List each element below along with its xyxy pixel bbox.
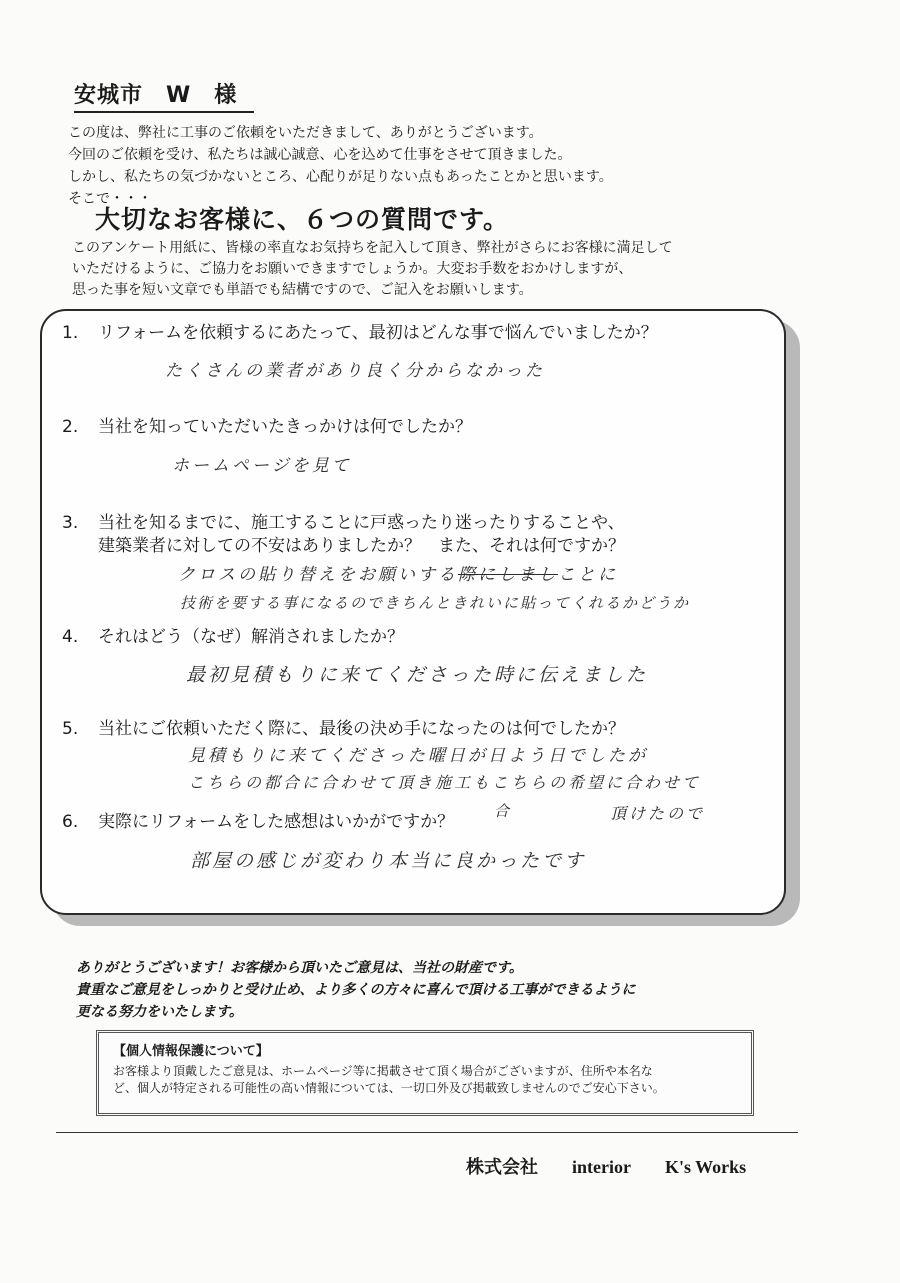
company-word-1: interior — [572, 1157, 631, 1177]
question-text: 当社を知っていただいたきっかけは何でしたか？ — [98, 417, 472, 437]
answer-2: ホームページを見て — [172, 456, 352, 476]
intro-line: そこで・・・ — [68, 191, 152, 207]
privacy-notice — [96, 1030, 754, 1116]
question-text: リフォームを依頼するにあたって、最初はどんな事で悩んでいましたか？ — [98, 323, 658, 343]
intro-line: しかし、私たちの気づかないところ、心配りが足りない点もあったことかと思います。 — [68, 169, 613, 185]
answer-5-line-3: 頂けたので — [610, 804, 706, 823]
intro-request-line: 思った事を短い文章でも単語でも結構ですので、ご記入をお願いします。 — [72, 282, 533, 298]
question-4 — [62, 626, 404, 649]
intro-request — [72, 238, 673, 301]
company-word-2: K's Works — [664, 1157, 747, 1177]
question-2 — [62, 416, 472, 439]
question-number: 1. — [62, 323, 79, 343]
privacy-title: 【個人情報保護について】 — [113, 1044, 269, 1059]
question-6 — [62, 811, 454, 834]
thanks-line: ありがとうございます！お客様から頂いたご意見は、当社の財産です。 — [76, 960, 523, 976]
intro-request-line: このアンケート用紙に、皆様の率直なお気持ちを記入して頂き、弊社がさらにお客様に満足して — [72, 240, 673, 256]
question-number: 5. — [62, 719, 79, 739]
answer-4: 最初見積もりに来てくださった時に伝えました — [186, 664, 649, 686]
intro-text — [68, 122, 613, 210]
thanks-message — [76, 957, 635, 1023]
question-text: 当社にご依頼いただく際に、最後の決め手になったのは何でしたか？ — [98, 719, 625, 739]
footer-divider — [56, 1132, 798, 1133]
question-text: 当社を知るまでに、施工することに戸惑ったり迷ったりすることや、 — [98, 513, 625, 533]
question-number: 3. — [62, 513, 79, 533]
thanks-line: 貴重なご意見をしっかりと受け止め、より多くの方々に喜んで頂ける工事ができるように — [76, 982, 636, 998]
thanks-line: 更なる努力をいたします。 — [76, 1004, 243, 1020]
intro-line: 今回のご依頼を受け、私たちは誠心誠意、心を込めて仕事をさせて頂きました。 — [68, 147, 572, 163]
answer-text: クロスの貼り替えをお願いする — [178, 565, 458, 585]
headline: 大切なお客様に、６つの質問です。 — [95, 205, 510, 234]
company-name — [466, 1153, 746, 1179]
answer-5-line-2: こちらの都合に合わせて頂き施工もこちらの希望に合わせて — [188, 773, 702, 792]
question-text: 実際にリフォームをした感想はいかがですか？ — [98, 812, 455, 832]
answer-5-line-1: 見積もりに来てくださった曜日が日よう日でしたが — [188, 746, 648, 766]
answer-3-line-1 — [178, 560, 618, 585]
answer-text: ことに — [558, 565, 618, 585]
question-number: 2. — [62, 417, 79, 437]
intro-request-line: いただけるように、ご協力をお願いできますでしょうか。大変お手数をおかけしますが、 — [72, 261, 633, 277]
intro-line: この度は、弊社に工事のご依頼をいただきまして、ありがとうございます。 — [68, 125, 543, 141]
privacy-line: ど、個人が特定される可能性の高い情報については、一切口外及び掲載致しませんのでご安心下さい。 — [113, 1081, 665, 1095]
answer-3-line-2: 技術を要する事になるのできちんときれいに貼ってくれるかどうか — [180, 594, 691, 612]
margin-mark: 合 — [494, 802, 513, 820]
question-5 — [62, 718, 625, 741]
privacy-line: お客様より頂戴したご意見は、ホームページ等に掲載させて頂く場合がございますが、住所や本名な — [113, 1064, 653, 1078]
question-3 — [62, 512, 625, 558]
question-number: 6. — [62, 812, 79, 832]
struck-text: 際にしまし — [458, 565, 558, 585]
answer-1: たくさんの業者があり良く分からなかった — [165, 361, 545, 381]
answer-6: 部屋の感じが変わり本当に良かったです — [190, 850, 587, 872]
company-prefix: 株式会社 — [466, 1157, 538, 1177]
question-number: 4. — [62, 627, 79, 647]
question-1 — [62, 322, 658, 345]
question-text: それはどう（なぜ）解消されましたか？ — [98, 627, 404, 647]
question-text: 建築業者に対しての不安はありましたか？ また、それは何ですか？ — [98, 536, 625, 556]
page-title: 安城市 W 様 — [74, 78, 254, 113]
